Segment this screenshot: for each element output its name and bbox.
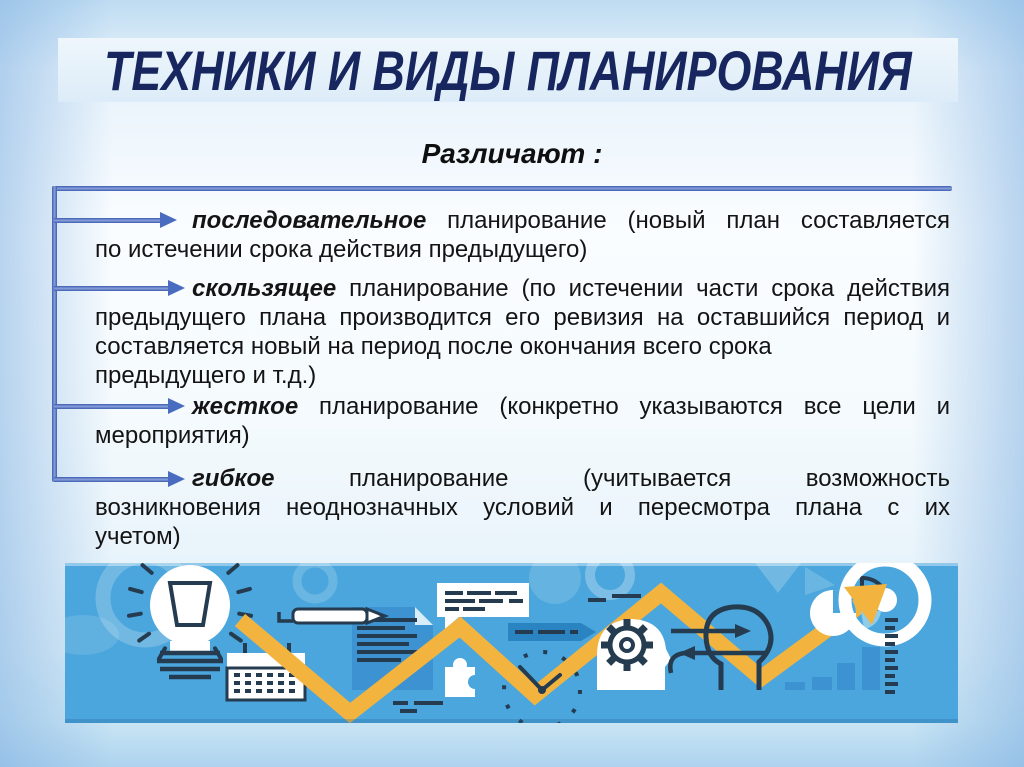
slide-title: ТЕХНИКИ И ВИДЫ ПЛАНИРОВАНИЯ: [104, 38, 912, 102]
list-line: мероприятия): [95, 422, 250, 449]
list-item-rigid: [95, 392, 950, 450]
list-line: последовательное планирование (новый план составляется: [192, 207, 950, 234]
list-line: гибкое планирование (учитывается возможность: [192, 465, 950, 492]
planning-list: [95, 206, 950, 551]
list-item-sequential: [95, 206, 950, 264]
list-line: учетом): [95, 523, 181, 550]
bracket-top-line: [52, 186, 952, 191]
illustration-banner: [65, 563, 958, 723]
ribbon-arrow-icon: [508, 623, 596, 641]
list-line: возникновения неоднозначных условий и пересмотра плана с их: [95, 494, 950, 521]
list-line: предыдущего и т.д.): [95, 362, 317, 389]
list-item-rolling: [95, 274, 950, 390]
planning-illustration: [65, 563, 958, 723]
keyword: последовательное: [192, 207, 427, 234]
list-item-flexible: [95, 464, 950, 551]
keyword: жесткое: [192, 393, 299, 420]
bracket-vertical-line: [52, 186, 57, 482]
title-banner: [58, 38, 958, 102]
list-line: предыдущего плана производится его ревизия на оставшийся период и: [95, 304, 950, 331]
list-line: составляется новый на период после окончания всего срока: [95, 333, 772, 360]
list-line: скользящее планирование (по истечении части срока действия: [192, 275, 950, 302]
keyword: скользящее: [192, 275, 337, 302]
subtitle: Различают :: [421, 138, 603, 169]
pen-icon: [279, 609, 385, 623]
list-line: жесткое планирование (конкретно указываются все цели и: [192, 393, 950, 420]
keyword: гибкое: [192, 465, 275, 492]
list-line: по истечении срока действия предыдущего): [95, 236, 588, 263]
